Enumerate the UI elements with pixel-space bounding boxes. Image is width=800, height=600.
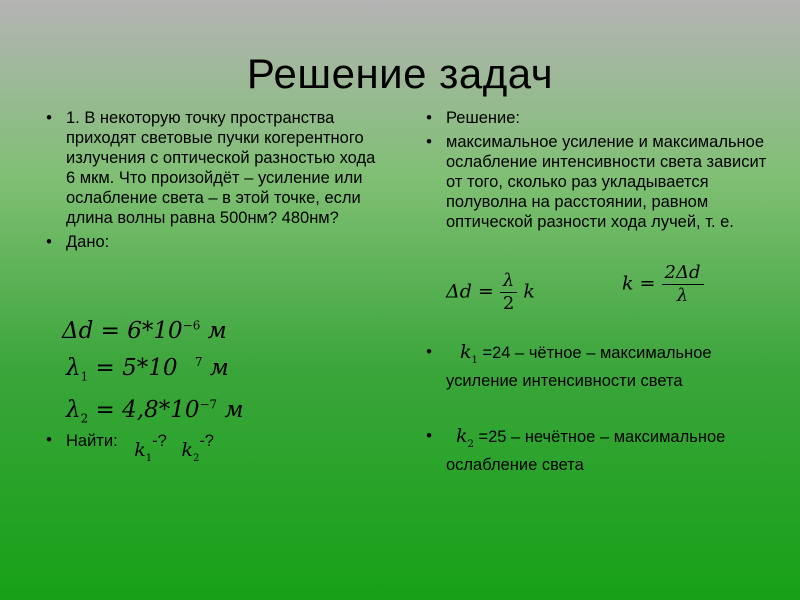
k1-variable: $k_1$ xyxy=(460,341,478,366)
bullet-icon: • xyxy=(46,109,52,127)
solution-label-item xyxy=(418,108,778,128)
fraction-lambda-over-2 xyxy=(500,270,517,315)
formula-lambda1 xyxy=(66,355,229,384)
result1-text: =24 – чётное – максимальное усиление интенсивности света xyxy=(446,344,712,390)
bullet-icon: • xyxy=(426,109,432,127)
result2-text: =25 – нечётное – максимальное ослабление света xyxy=(446,428,726,474)
result1-item xyxy=(418,342,778,395)
bullet-icon: • xyxy=(46,233,52,251)
k1-variable: $k_1$ xyxy=(134,439,153,464)
formula-k-lhs: k = xyxy=(622,272,656,295)
bullet-icon: • xyxy=(426,427,432,445)
formula-lambda2-subscript: 2 xyxy=(80,411,89,426)
fraction-denominator: λ xyxy=(676,285,689,306)
fraction-2dd-over-lambda xyxy=(662,262,704,307)
given-label: Дано: xyxy=(66,233,110,251)
fraction-denominator: 2 xyxy=(502,293,515,314)
fraction-numerator: λ xyxy=(500,270,517,293)
left-column xyxy=(38,108,383,256)
formula-k xyxy=(622,262,704,307)
formula-lambda2-unit: м xyxy=(224,397,244,423)
problem-item xyxy=(38,108,383,228)
formula-delta-d-unit: м xyxy=(207,318,227,344)
formula-lambda1-symbol: λ xyxy=(66,355,81,381)
formula-delta-d-lhs: Δd = 6*10 xyxy=(62,318,183,344)
find-item xyxy=(38,430,298,463)
formula-lambda2-rhs: = 4,8*10 xyxy=(95,397,200,423)
fraction-numerator: 2Δd xyxy=(662,262,704,285)
problem-text: 1. В некоторую точку пространства приходят световые пучки когерентного излучения с оптической разностью хода 6 мкм. Что произойдёт – усиление или ослабление света – в этой точке, если длина волны равна 500нм? 480нм? xyxy=(66,109,376,227)
k2-variable: $k_2$ xyxy=(181,439,200,464)
explanation-text: максимальное усиление и максимальное ослабление интенсивности света зависит от того, сколько раз укладывается полуволна на расстоянии, равном оптической разности хода лучей, т. е. xyxy=(446,133,767,231)
formula-lambda2-exponent: −7 xyxy=(199,397,218,412)
formula-delta-d xyxy=(62,318,227,344)
formula-lambda1-subscript: 1 xyxy=(80,369,89,384)
k2-variable: $k_2$ xyxy=(456,425,474,450)
formula-lambda1-unit: м xyxy=(209,355,229,381)
formula-lambda1-exponent: 7 xyxy=(194,355,203,370)
result2-item xyxy=(418,426,778,479)
formula-path-difference-rhs: k xyxy=(523,280,535,303)
formula-lambda2 xyxy=(66,397,244,426)
right-column xyxy=(418,108,778,236)
bullet-icon: • xyxy=(46,431,52,449)
formula-path-difference xyxy=(446,270,535,315)
explanation-item xyxy=(418,132,778,232)
formula-lambda2-symbol: λ xyxy=(66,397,81,423)
formula-delta-d-exponent: −6 xyxy=(182,318,201,333)
find-k2-suffix: -? xyxy=(199,432,214,450)
formula-lambda1-rhs: = 5*10 xyxy=(95,355,178,381)
formula-path-difference-lhs: Δd = xyxy=(446,280,494,303)
find-k1-suffix: -? xyxy=(152,432,167,450)
bullet-icon: • xyxy=(426,343,432,361)
find-label: Найти: xyxy=(66,432,118,450)
slide-title: Решение задач xyxy=(246,50,554,97)
bullet-icon: • xyxy=(426,133,432,151)
given-item xyxy=(38,232,383,252)
solution-label: Решение: xyxy=(446,109,520,127)
